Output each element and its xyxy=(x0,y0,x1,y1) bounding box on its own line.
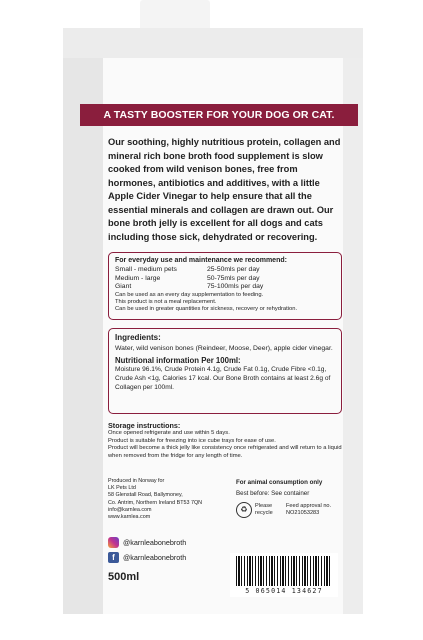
animal-consumption-note: For animal consumption only xyxy=(236,479,323,486)
instagram-icon xyxy=(108,537,119,548)
headline-banner: A TASTY BOOSTER FOR YOUR DOG OR CAT. xyxy=(80,104,358,126)
nutrition-title: Nutritional information Per 100ml: xyxy=(115,356,241,365)
facebook-icon: f xyxy=(108,552,119,563)
recycle-line: Please xyxy=(255,503,273,510)
nutrition-text: Moisture 96.1%, Crude Protein 4.1g, Crude Fat 0.1g, Crude Fibre <0.1g, Crude Ash <1g, Calories 17 kcal. Our Bone Broth contains at least 2.6g of Collagen per 100ml. xyxy=(115,366,331,391)
dose-size: Small - medium pets xyxy=(115,266,177,273)
storage-line: Once opened refrigerate and use within 5 days. xyxy=(108,430,230,436)
barcode-bars xyxy=(236,556,332,586)
feed-approval xyxy=(286,503,331,517)
usage-box xyxy=(108,252,342,320)
feed-approval-label: Feed approval no. xyxy=(286,503,332,509)
producer-line: LK Pets Ltd xyxy=(108,485,136,492)
dose-amount: 75-100mls per day xyxy=(207,283,264,290)
best-before: Best before: See container xyxy=(236,490,310,497)
instagram-text: @karnleabonebroth xyxy=(123,538,187,547)
recycle-mark xyxy=(236,502,273,518)
carton-side-panel xyxy=(63,58,103,614)
ingredients-text: Water, wild venison bones (Reindeer, Moose, Deer), apple cider vinegar. xyxy=(115,345,333,352)
carton-top xyxy=(63,28,363,58)
usage-title: For everyday use and maintenance we recommend: xyxy=(115,257,287,264)
producer-line: Co. Antrim, Northern Ireland BT53 7QN xyxy=(108,499,203,506)
feed-approval-number: NO21053283 xyxy=(286,510,320,516)
producer-line: 58 Glenstall Road, Ballymoney, xyxy=(108,492,183,499)
barcode xyxy=(230,553,338,597)
dose-size: Medium - large xyxy=(115,274,161,282)
usage-note: Can be used as an every day supplementation to feeding. xyxy=(115,291,264,298)
producer-address xyxy=(108,478,218,521)
dose-row xyxy=(115,275,335,284)
recycle-icon: ♻ xyxy=(236,502,252,518)
facebook-text: @karnleabonebroth xyxy=(123,553,187,562)
producer-email: info@karnlea.com xyxy=(108,506,152,513)
dose-row xyxy=(115,266,335,275)
product-description: Our soothing, highly nutritious protein, collagen and mineral rich bone broth food supplement is slow cooked from wild venison bones, free from hormones, antibiotics and additives, with a little Apple Cider Vinegar to help ensure that all the essential minerals and collagen are drawn out. Our bone broth jelly is excellent for all dogs and cats including those sick, dehydrated or recovering. xyxy=(108,137,341,242)
producer-line: Produced in Norway for xyxy=(108,478,165,484)
barcode-number: 5 065014 134627 xyxy=(245,587,323,595)
ingredients-box xyxy=(108,328,342,414)
storage-title: Storage instructions: xyxy=(108,421,181,430)
dose-size: Giant xyxy=(115,283,132,290)
storage-line: Product will become a thick jelly like consistency once refrigerated and will return to a liquid when removed from the fridge for any length of time. xyxy=(108,445,342,459)
carton-edge xyxy=(343,58,363,614)
consumption-info xyxy=(236,479,346,497)
recycle-text xyxy=(255,503,273,516)
facebook-handle xyxy=(108,552,186,563)
dose-row xyxy=(115,283,335,292)
ingredients-title: Ingredients: xyxy=(115,333,161,342)
instagram-handle xyxy=(108,537,186,548)
usage-note: This product is not a meal replacement. xyxy=(115,298,217,305)
dose-amount: 50-75mls per day xyxy=(207,274,260,282)
volume-label: 500ml xyxy=(108,571,140,583)
dose-amount: 25-50mls per day xyxy=(207,266,260,273)
producer-website: www.karnlea.com xyxy=(108,514,151,521)
storage-line: Product is suitable for freezing into ice cube trays for ease of use. xyxy=(108,437,276,444)
storage-section xyxy=(108,421,342,460)
usage-note: Can be used in greater quantities for sickness, recovery or rehydration. xyxy=(115,306,298,313)
recycle-line: recycle xyxy=(255,510,273,516)
